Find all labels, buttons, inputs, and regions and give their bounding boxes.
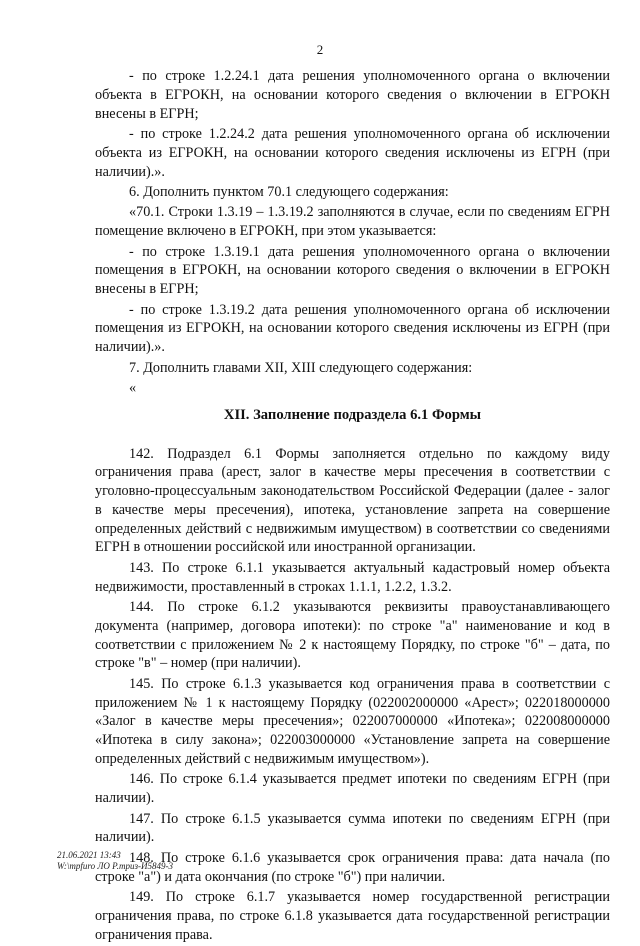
paragraph: 146. По строке 6.1.4 указывается предмет ипотеки по сведениям ЕГРН (при наличии). (95, 771, 610, 807)
footer-date: 21.06.2021 13:43 (57, 850, 121, 860)
paragraph: 143. По строке 6.1.1 указывается актуальный кадастровый номер объекта недвижимости, проставленный в строках 1.1.1, 1.2.2, 1.3.2. (95, 559, 610, 595)
section-heading: XII. Заполнение подраздела 6.1 Формы (223, 406, 482, 423)
paragraph: 147. По строке 6.1.5 указывается сумма ипотеки по сведениям ЕГРН (при наличии). (95, 810, 610, 846)
paragraph: - по строке 1.2.24.2 дата решения уполномоченного органа об исключении объекта из ЕГРОКН, на основании которого сведения исключены из ЕГРН (при наличии).». (95, 125, 610, 180)
paragraph: 6. Дополнить пунктом 70.1 следующего содержания: (129, 183, 449, 200)
paragraph: - по строке 1.3.19.2 дата решения уполномоченного органа об исключении помещения из ЕГРОКН, на основании которого сведения исключены из ЕГРН (при наличии).». (95, 301, 610, 356)
paragraph: 142. Подраздел 6.1 Формы заполняется отдельно по каждому виду ограничения права (арест, залог в качестве меры пресечения в соответствии с уголовно-процессуальным законодательством Российской Федерации (далее - залог в качестве меры пресечения), ипотека, установление запрета на совершение определенных действий с недвижимым имуществом) в соответствии со сведениями ЕГРН в отношении российской или иностранной организации. (95, 445, 610, 556)
paragraph: 145. По строке 6.1.3 указывается код ограничения права в соответствии с приложением № 1 к настоящему Порядку (022002000000 «Арест»; 022018000000 «Залог в качестве меры пресечения»; 022007000000 «Ипотека»; 022008000000 «Ипотека в силу закона»; 022003000000 «Установление запрета на совершение определенных действий с недвижимым имуществом»). (95, 675, 610, 768)
paragraph: - по строке 1.3.19.1 дата решения уполномоченного органа о включении помещения в ЕГРОКН, на основании которого сведения о включении в ЕГРОКН внесены в ЕГРН; (95, 243, 610, 298)
paragraph: - по строке 1.2.24.1 дата решения уполномоченного органа о включении объекта в ЕГРОКН, на основании которого сведения о включении в ЕГРОКН внесены в ЕГРН; (95, 68, 610, 122)
opening-quote: « (129, 379, 137, 396)
footer-file-path: W:\mpfuro ЛО Р.mpuз-И5849-3 (57, 861, 174, 871)
document-body (95, 67, 610, 946)
paragraph: 148. По строке 6.1.6 указывается срок ограничения права: дата начала (по строке "а") и дата окончания (по строке "б") при наличии. (95, 849, 610, 885)
paragraph: 7. Дополнить главами XII, XIII следующего содержания: (129, 359, 473, 376)
paragraph: 144. По строке 6.1.2 указываются реквизиты правоустанавливающего документа (например, договора ипотеки): по строке "а" наименование и код в соответствии с приложением № 2 к настоящему Порядку, по строке "б" – дата, по строке "в" – номер (при наличии). (95, 599, 610, 672)
paragraph: 149. По строке 6.1.7 указывается номер государственной регистрации ограничения права, по строке 6.1.8 указывается дата государственной регистрации ограничения права. (95, 888, 610, 943)
document-footer (57, 850, 173, 872)
page-number: 2 (316, 42, 324, 57)
paragraph: «70.1. Строки 1.3.19 – 1.3.19.2 заполняются в случае, если по сведениям ЕГРН помещение включено в ЕГРОКН, при этом указывается: (95, 204, 610, 240)
